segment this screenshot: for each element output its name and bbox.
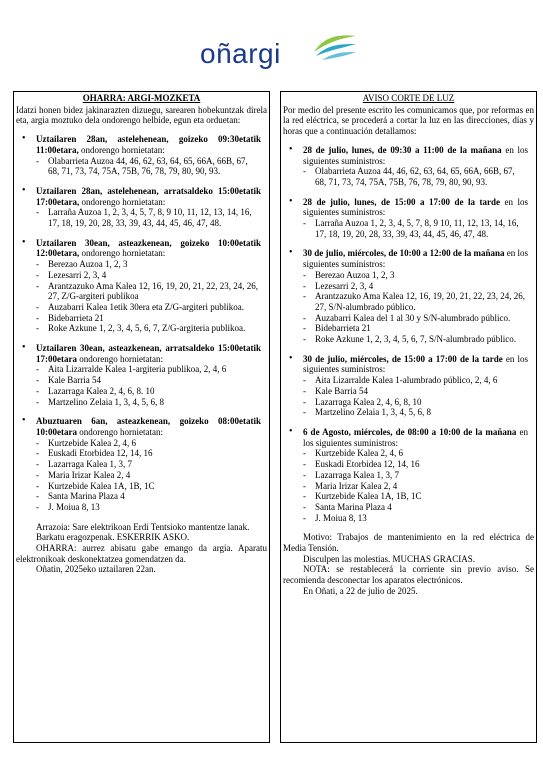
bullet-icon: •: [289, 425, 293, 437]
outage-heading: [283, 427, 534, 448]
notice-spanish-intro: Por medio del presente escrito les comunicamos que, por reformas en la red eléctrica, se procederá a cortar la luz en las direcciones, días y horas que a continuación detallamos:: [283, 104, 534, 137]
outage-date-time: 30 de julio, miércoles, de 15:00 a 17:00 de la tarde: [303, 353, 503, 364]
outage-supply-label: en los siguientes suministros:: [303, 196, 528, 218]
address-item: - Auzabarri Kalea del 1 al 30 y S/N-alumbrado público.: [315, 313, 528, 324]
outage-date-time: Uztailaren 28an, astelehenean, arratsaldeko 15:00etatik 17:00etara,: [36, 185, 261, 207]
address-item: - Arantzazuko Ama Kalea 12, 16, 19, 20, 21, 22, 23, 24, 26, 27, Z/G-argiteri publikoa: [48, 281, 261, 302]
address-item: - Euskadi Etorbidea 12, 14, 16: [48, 448, 261, 459]
notice-basque-footer: [16, 522, 267, 576]
bullet-icon: •: [22, 415, 26, 427]
outage-date-time: Uztailaren 28an, astelehenean, goizeko 09:30etatik 11:00etara,: [36, 134, 261, 155]
outage-heading: [283, 197, 534, 218]
bullet-icon: •: [22, 133, 26, 145]
outage-date-time: Uztailaren 30ean, asteazkenean, arratsaldeko 15:00etatik 17:00etara: [36, 343, 261, 364]
notice-basque-title: OHARRA: ARGI-MOZKETA: [82, 93, 201, 103]
outage-heading-text: [36, 343, 267, 364]
note-text: NOTA: se restablecerá la corriente sin previo aviso. Se recomienda desconectar los aparatos electrónicos.: [283, 564, 534, 586]
address-item: - Lazarraga Kalea 2, 4, 6, 8, 10: [315, 397, 528, 408]
outage-heading: [283, 248, 534, 269]
address-item: - Maria Irizar Kalea 2, 4: [315, 481, 528, 492]
bullet-icon: •: [289, 195, 293, 207]
address-item: - Lazarraga Kalea 1, 3, 7: [315, 470, 528, 481]
outage-date-time: 28 de julio, lunes, de 15:00 a 17:00 de la tarde: [303, 196, 500, 207]
outage-heading: [16, 416, 267, 437]
place-date-text: En Oñati, a 22 de julio de 2025.: [303, 585, 418, 596]
outage-heading-text: [303, 248, 534, 269]
address-item: - Olabarrieta Auzoa 44, 46, 62, 63, 64, 65, 66A, 66B, 67, 68, 71, 73, 74, 75A, 75B, 76, 78, 79, 80, 90, 93.: [48, 156, 261, 177]
address-item: - Santa Marina Plaza 4: [315, 502, 528, 513]
note-text: OHARRA: aurrez abisatu gabe emango da argia. Aparatu elektronikoak deskonektatzea gomendatzen da.: [16, 543, 267, 564]
outage-block: [16, 416, 267, 512]
thanks-text: Disculpen las molestias. MUCHAS GRACIAS.: [303, 553, 476, 564]
address-list: [16, 207, 267, 228]
thanks-text: Barkatu eragozpenak. ESKERRIK ASKO.: [36, 532, 190, 543]
outage-date-time: 30 de julio, miércoles, de 10:00 a 12:00 de la mañana: [303, 248, 505, 259]
reason-text: Motivo: Trabajos de mantenimiento en la red eléctrica de Media Tensión.: [283, 532, 534, 554]
outage-heading: [16, 134, 267, 155]
address-list: [16, 259, 267, 334]
address-item: - Roke Azkune 1, 2, 3, 4, 5, 6, 7, Z/G-argiteria publikoa.: [48, 323, 261, 334]
address-item: - J. Moiua 8, 13: [315, 513, 528, 524]
address-item: - Euskadi Etorbidea 12, 14, 16: [315, 459, 528, 470]
outage-heading: [16, 238, 267, 259]
outage-supply-label: en los siguientes suministros:: [303, 426, 528, 448]
address-item: - Auzabarri Kalea 1etik 30era eta Z/G-argiteri publikoa.: [48, 302, 261, 313]
outage-heading: [283, 354, 534, 375]
bullet-icon: •: [289, 143, 293, 155]
address-item: - Kale Barria 54: [315, 386, 528, 397]
address-item: - Martzelino Zelaia 1, 3, 4, 5, 6, 8: [315, 407, 528, 418]
outage-heading-text: [303, 197, 534, 218]
address-item: - Aita Lizarralde Kalea 1-argiteria publikoa, 2, 4, 6: [48, 364, 261, 375]
reason-text: Arrazoia: Sare elektrikoan Erdi Tentsioko mantentze lanak.: [36, 521, 250, 532]
notice-basque-column: [13, 91, 270, 743]
outage-supply-label: ondorengo hornietatan:: [78, 144, 165, 155]
address-item: - Larraña Auzoa 1, 2, 3, 4, 5, 7, 8, 9 10, 11, 12, 13, 14, 16, 17, 18, 19, 20, 28, 33, 39, 43, 44, 45, 46, 47, 48.: [315, 218, 528, 239]
address-item: - Santa Marina Plaza 4: [48, 491, 261, 502]
outage-date-time: Abuztuaren 6an, asteazkenean, goizeko 08:00etatik 10:00etara: [36, 416, 261, 437]
address-item: - Aita Lizarralde Kalea 1-alumbrado público, 2, 4, 6: [315, 375, 528, 386]
address-item: - Larraña Auzoa 1, 2, 3, 4, 5, 7, 8, 9 10, 11, 12, 13, 14, 16, 17, 18, 19, 20, 28, 33, 39, 43, 44, 45, 46, 47, 48.: [48, 207, 261, 228]
outage-block: [283, 248, 534, 344]
address-item: - J. Moiua 8, 13: [48, 502, 261, 513]
outage-heading-text: [36, 186, 267, 207]
address-item: - Martzelino Zelaia 1, 3, 4, 5, 6, 8: [48, 397, 261, 408]
outage-heading: [283, 145, 534, 166]
bullet-icon: •: [289, 352, 293, 364]
outage-supply-label: ondorengo hornietatan:: [76, 426, 163, 437]
place-date-text: Oñatin, 2025eko uztailaren 22an.: [36, 564, 156, 575]
address-item: - Lazarraga Kalea 1, 3, 7: [48, 459, 261, 470]
outage-supply-label: ondorengo hornietatan:: [79, 248, 166, 259]
outage-list-spanish: [283, 145, 534, 524]
outage-list-basque: [16, 134, 267, 513]
outage-block: [283, 427, 534, 523]
outage-heading-text: [303, 354, 534, 375]
outage-heading-text: [303, 427, 534, 448]
outage-date-time: Uztailaren 30ean, asteazkenean, goizeko 10:00etatik 12:00etara,: [36, 237, 261, 259]
address-item: - Bidebarrieta 21: [315, 323, 528, 334]
address-item: - Lazarraga Kalea 2, 4, 6, 8. 10: [48, 386, 261, 397]
outage-block: [16, 238, 267, 334]
notice-spanish-title: AVISO CORTE DE LUZ: [362, 93, 455, 103]
notice-spanish-footer: [283, 532, 534, 596]
outage-block: [16, 134, 267, 177]
address-list: [283, 166, 534, 187]
outage-supply-label: en los siguientes suministros:: [303, 144, 528, 166]
onargi-logo: [200, 30, 360, 70]
outage-block: [283, 354, 534, 418]
outage-supply-label: ondorengo hornietatan:: [79, 196, 166, 207]
address-item: - Arantzazuko Ama Kalea 12, 16, 19, 20, 21, 22, 23, 24, 26, 27, S/N-alumbrado público.: [315, 291, 528, 312]
outage-date-time: 28 de julio, lunes, de 09:30 a 11:00 de la mañana: [303, 144, 502, 155]
logo-wordmark: oñargi: [200, 38, 281, 69]
outage-block: [16, 186, 267, 229]
address-item: - Berezao Auzoa 1, 2, 3: [315, 270, 528, 281]
address-list: [16, 156, 267, 177]
outage-heading: [16, 186, 267, 207]
bullet-icon: •: [22, 236, 26, 248]
address-list: [283, 375, 534, 418]
logo-swoosh-icon: [312, 30, 358, 70]
address-item: - Kurtzebide Kalea 1A, 1B, 1C: [315, 491, 528, 502]
outage-heading-text: [303, 145, 534, 166]
bullet-icon: •: [289, 247, 293, 259]
outage-block: [16, 343, 267, 407]
address-list: [16, 438, 267, 513]
outage-heading: [16, 343, 267, 364]
outage-supply-label: en los siguientes suministros:: [303, 248, 528, 270]
address-item: - Kurtzebide Kalea 2, 4, 6: [48, 438, 261, 449]
address-list: [283, 218, 534, 239]
outage-heading-text: [36, 134, 267, 155]
address-item: - Bidebarrieta 21: [48, 313, 261, 324]
address-list: [16, 364, 267, 407]
address-item: - Lezesarri 2, 3, 4: [48, 270, 261, 281]
outage-heading-text: [36, 416, 267, 437]
outage-block: [283, 197, 534, 240]
outage-heading-text: [36, 238, 267, 259]
bullet-icon: •: [22, 184, 26, 196]
address-list: [283, 448, 534, 523]
address-item: - Olabarrieta Auzoa 44, 46, 62, 63, 64, 65, 66A, 66B, 67, 68, 71, 73, 74, 75A, 75B, 76, 78, 79, 80, 90, 93.: [315, 166, 528, 187]
outage-block: [283, 145, 534, 188]
notice-basque-intro: Idatzi honen bidez jakinarazten dizuegu, sarearen hobekuntzak direla eta, argia moztuko dela ondorengo helbide, egun eta orduetan:: [16, 104, 267, 126]
address-item: - Lezesarri 2, 3, 4: [315, 281, 528, 292]
outage-supply-label: ondorengo hornietatan:: [76, 353, 163, 364]
bullet-icon: •: [22, 342, 26, 354]
address-list: [283, 270, 534, 345]
outage-date-time: 6 de Agosto, miércoles, de 08:00 a 10:00 de la mañana: [303, 426, 517, 437]
address-item: - Kurtzebide Kalea 1A, 1B, 1C: [48, 481, 261, 492]
address-item: - Kale Barria 54: [48, 375, 261, 386]
address-item: - Roke Azkune 1, 2, 3, 4, 5, 6, 7, S/N-alumbrado público.: [315, 334, 528, 345]
notice-spanish-column: [280, 91, 537, 743]
outage-supply-label: en los siguientes suministros:: [303, 353, 528, 375]
address-item: - Kurtzebide Kalea 2, 4, 6: [315, 448, 528, 459]
address-item: - Maria Irizar Kalea 2, 4: [48, 470, 261, 481]
address-item: - Berezao Auzoa 1, 2, 3: [48, 259, 261, 270]
